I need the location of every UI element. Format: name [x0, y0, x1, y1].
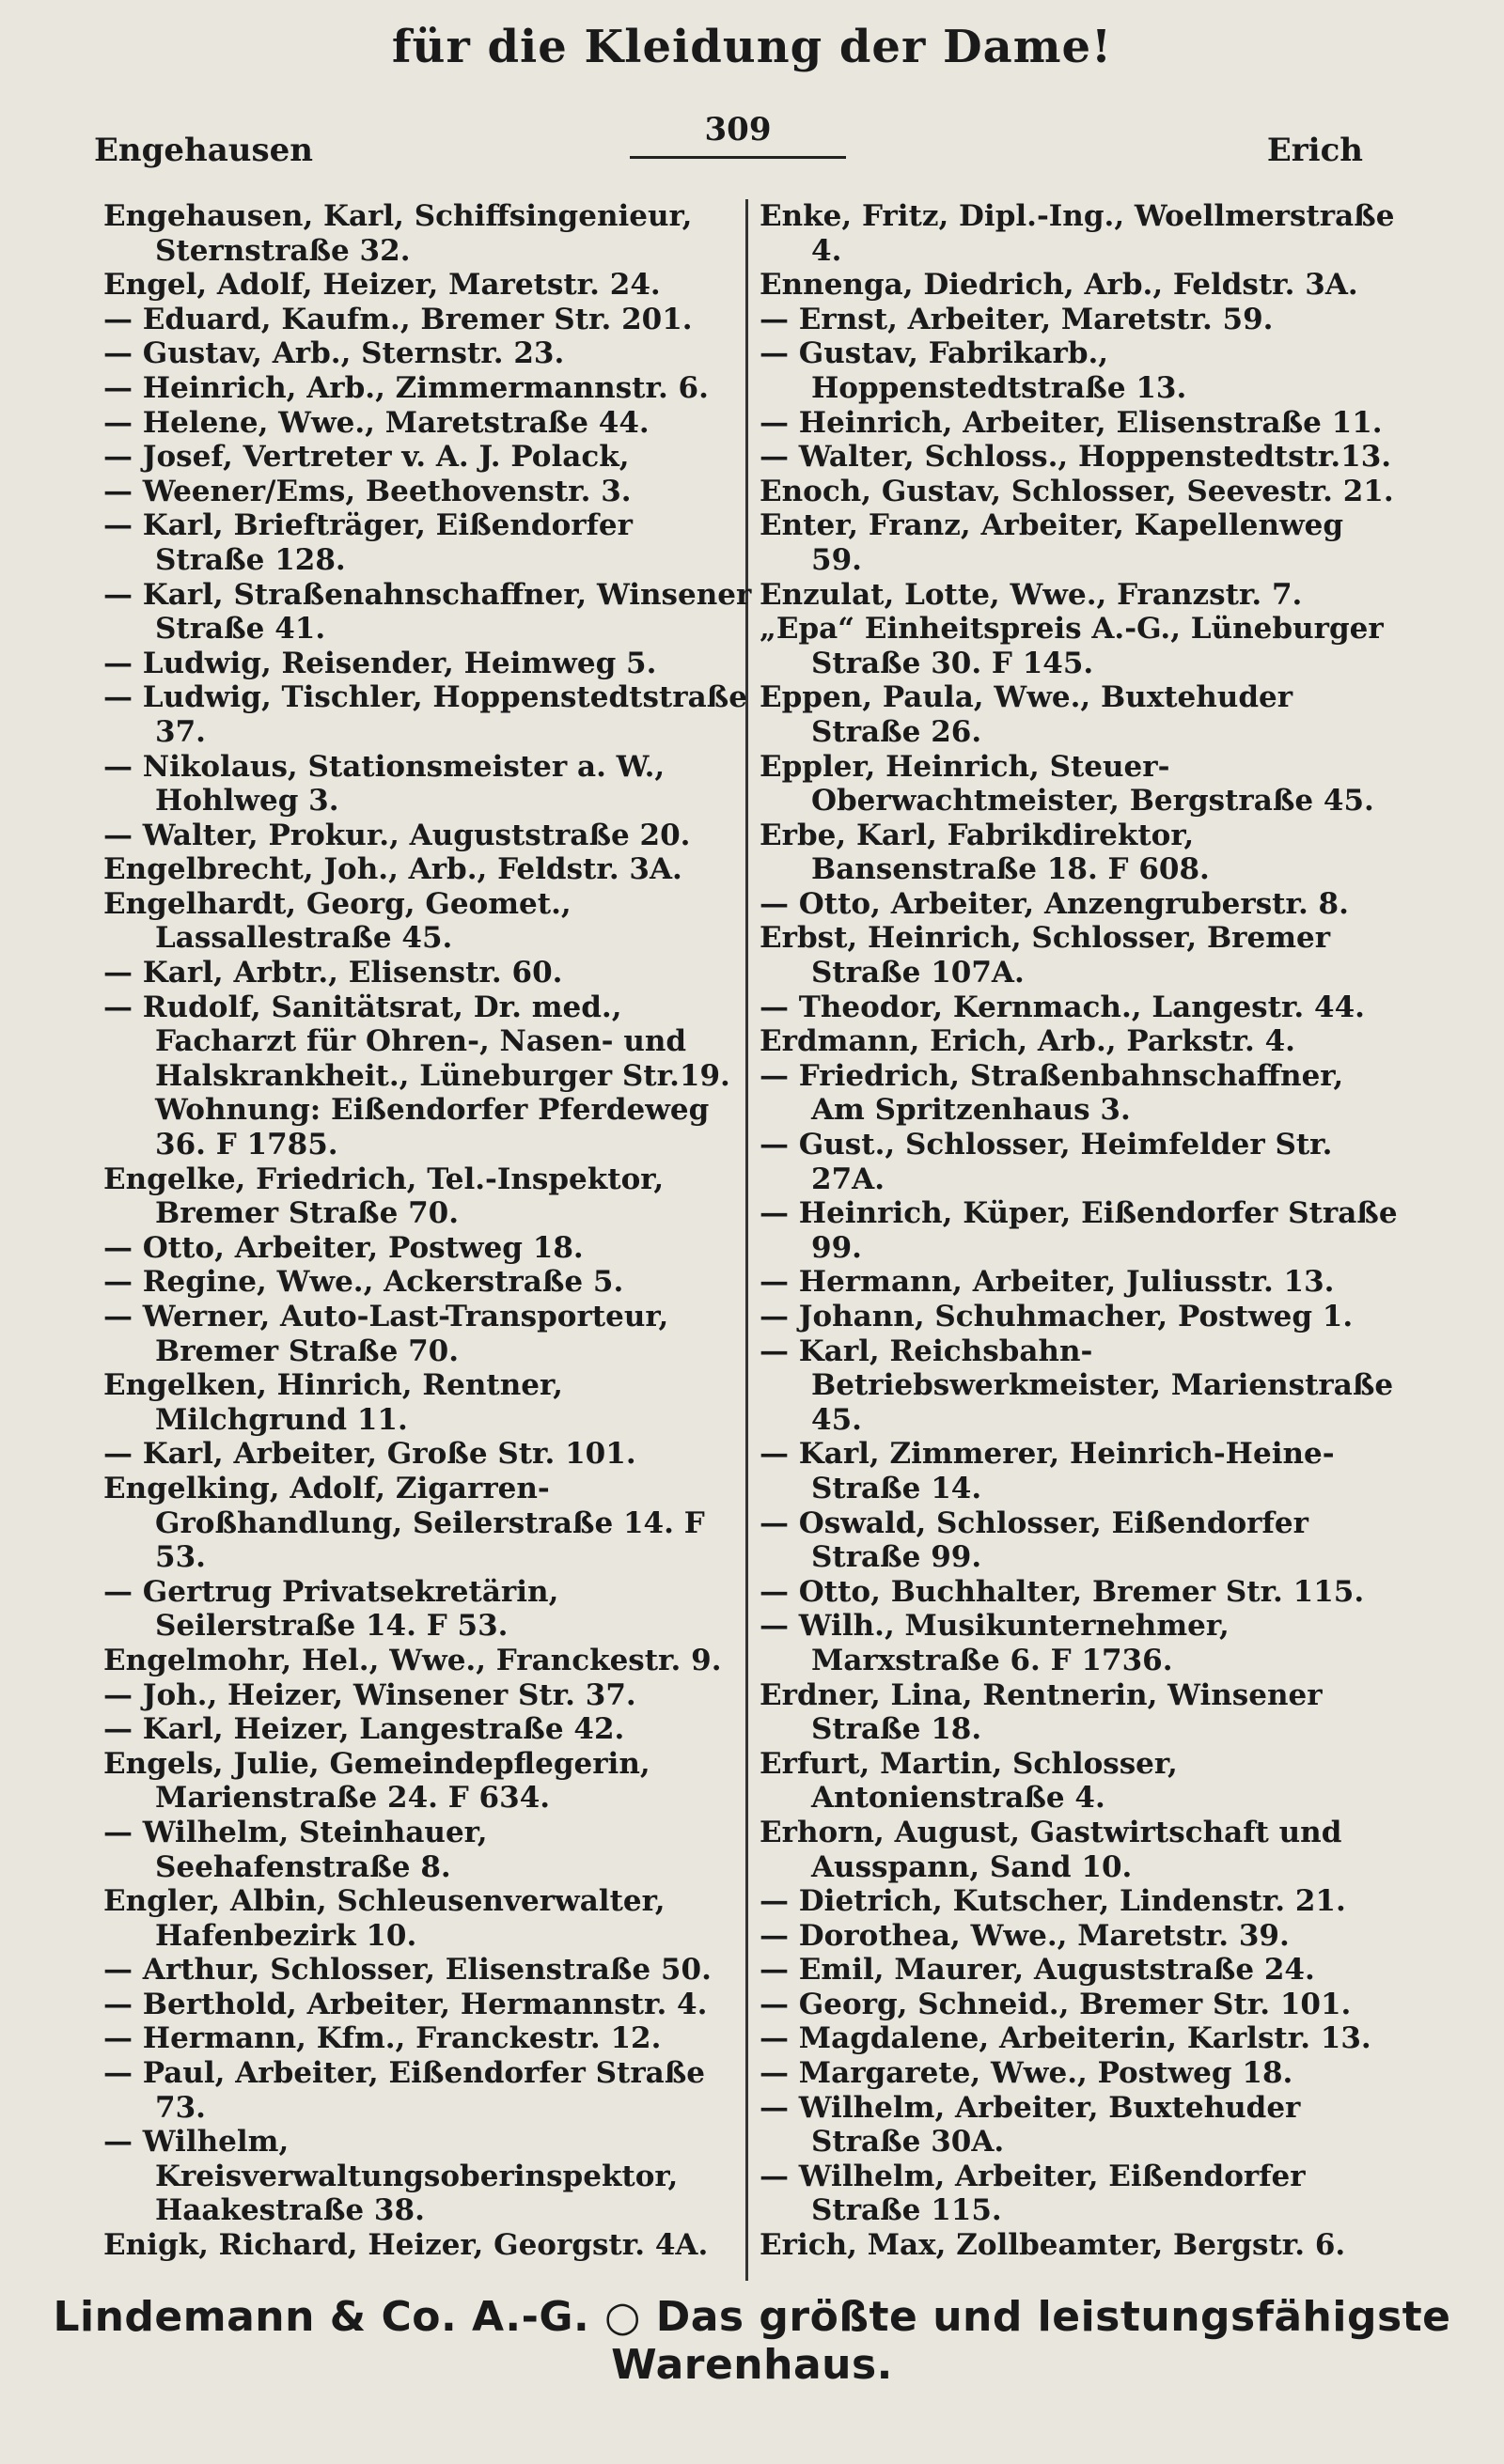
directory-entry: Enzulat, Lotte, Wwe., Franzstr. 7.: [760, 577, 1303, 612]
directory-entry: — Karl, Straßenahnschaffner, Winsener Straße 41.: [103, 577, 752, 647]
directory-entry: — Ludwig, Tischler, Hoppenstedtstraße 37.: [103, 680, 747, 749]
right-column: [760, 199, 1399, 2263]
directory-entry: — Arthur, Schlosser, Elisenstraße 50.: [103, 1953, 712, 1988]
directory-entry: — Magdalene, Arbeiterin, Karlstr. 13.: [760, 2021, 1371, 2056]
directory-entry: — Ernst, Arbeiter, Maretstr. 59.: [760, 302, 1274, 336]
directory-entry: — Gust., Schlosser, Heimfelder Str. 27A.: [760, 1128, 1333, 1196]
directory-entry: — Georg, Schneid., Bremer Str. 101.: [760, 1987, 1352, 2021]
directory-entry: Engehausen, Karl, Schiffsingenieur, Sternstraße 32.: [103, 199, 693, 268]
directory-entry: — Otto, Buchhalter, Bremer Str. 115.: [760, 1574, 1365, 1609]
directory-entry: — Paul, Arbeiter, Eißendorfer Straße 73.: [103, 2056, 706, 2125]
header-left-keyword: Engehausen: [94, 132, 314, 169]
directory-entry: — Nikolaus, Stationsmeister a. W., Hohlweg 3.: [103, 749, 666, 819]
directory-entry: Enoch, Gustav, Schlosser, Seevestr. 21.: [760, 474, 1394, 508]
top-banner: für die Kleidung der Dame!: [391, 21, 1113, 73]
directory-entry: — Dorothea, Wwe., Maretstr. 39.: [760, 1918, 1290, 1953]
directory-entry: Engelke, Friedrich, Tel.-Inspektor, Bremer Straße 70.: [103, 1162, 665, 1231]
directory-entry: — Hermann, Arbeiter, Juliusstr. 13.: [760, 1265, 1335, 1300]
directory-entry: — Weener/Ems, Beethovenstr. 3.: [103, 474, 632, 508]
directory-entry: Engler, Albin, Schleusenverwalter, Hafenbezirk 10.: [103, 1884, 666, 1953]
directory-entry: Erich, Max, Zollbeamter, Bergstr. 6.: [760, 2228, 1346, 2263]
directory-entry: — Joh., Heizer, Winsener Str. 37.: [103, 1677, 636, 1712]
directory-entry: Enigk, Richard, Heizer, Georgstr. 4A.: [103, 2228, 709, 2263]
directory-entry: — Walter, Schloss., Hoppenstedtstr.13.: [760, 440, 1392, 475]
directory-entry: — Friedrich, Straßenbahnschaffner, Am Spritzenhaus 3.: [760, 1058, 1344, 1128]
directory-entry: — Karl, Zimmerer, Heinrich-Heine-Straße 14.: [760, 1437, 1335, 1505]
page-number: 309: [630, 111, 846, 159]
directory-entry: — Heinrich, Küper, Eißendorfer Straße 99.: [760, 1196, 1398, 1265]
directory-entry: Ennenga, Diedrich, Arb., Feldstr. 3A.: [760, 268, 1358, 303]
directory-entry: Engelbrecht, Joh., Arb., Feldstr. 3A.: [103, 852, 682, 887]
directory-entry: Eppen, Paula, Wwe., Buxtehuder Straße 26.: [760, 680, 1293, 749]
directory-entry: — Wilhelm, Kreisverwaltungsoberinspektor, Haakestraße 38.: [103, 2125, 679, 2228]
directory-entry: — Eduard, Kaufm., Bremer Str. 201.: [103, 302, 693, 336]
directory-entry: — Heinrich, Arb., Zimmermannstr. 6.: [103, 370, 709, 405]
directory-entry: — Johann, Schuhmacher, Postweg 1.: [760, 1300, 1354, 1333]
directory-entry: — Gertrug Privatsekretärin, Seilerstraße 14. F 53.: [103, 1574, 559, 1644]
directory-entry: Engel, Adolf, Heizer, Maretstr. 24.: [103, 268, 661, 303]
directory-entry: — Wilhelm, Steinhauer, Seehafenstraße 8.: [103, 1815, 488, 1884]
directory-entry: — Rudolf, Sanitätsrat, Dr. med., Facharzt für Ohren-, Nasen- und Halskrankheit., Lüneburger Str.19. Wohnung: Eißendorfer Pferdeweg 36. F 1785.: [103, 990, 730, 1162]
directory-entry: Eppler, Heinrich, Steuer-Oberwachtmeister, Bergstraße 45.: [760, 749, 1374, 819]
header-right-keyword: Erich: [1266, 132, 1363, 169]
directory-entry: Engelking, Adolf, Zigarren-Großhandlung, Seilerstraße 14. F 53.: [103, 1471, 705, 1575]
directory-entry: — Theodor, Kernmach., Langestr. 44.: [760, 990, 1365, 1024]
directory-entry: — Gustav, Fabrikarb., Hoppenstedtstraße 13.: [760, 336, 1187, 405]
directory-entry: Engelken, Hinrich, Rentner, Milchgrund 11.: [103, 1368, 563, 1437]
directory-entry: — Wilhelm, Arbeiter, Buxtehuder Straße 30A.: [760, 2090, 1301, 2160]
directory-entry: — Otto, Arbeiter, Anzengruberstr. 8.: [760, 886, 1349, 921]
directory-entry: Erdmann, Erich, Arb., Parkstr. 4.: [760, 1024, 1295, 1059]
directory-entry: Erfurt, Martin, Schlosser, Antonienstraße 4.: [760, 1746, 1178, 1816]
directory-entry: — Karl, Reichsbahn-Betriebswerkmeister, Marienstraße 45.: [760, 1333, 1394, 1437]
directory-entry: — Emil, Maurer, Auguststraße 24.: [760, 1953, 1315, 1988]
directory-entry: — Dietrich, Kutscher, Lindenstr. 21.: [760, 1884, 1346, 1919]
directory-entry: Erdner, Lina, Rentnerin, Winsener Straße 18.: [760, 1677, 1323, 1747]
footer-advertisement: Lindemann & Co. A.-G. ○ Das größte und leistungsfähigste Warenhaus.: [53, 2293, 1451, 2389]
directory-entry: Engels, Julie, Gemeindepflegerin, Marienstraße 24. F 634.: [103, 1746, 650, 1816]
directory-entry: — Karl, Arbeiter, Große Str. 101.: [103, 1437, 636, 1472]
directory-entry: — Walter, Prokur., Auguststraße 20.: [103, 818, 691, 852]
directory-entry: „Epa“ Einheitspreis A.-G., Lüneburger Straße 30. F 145.: [760, 612, 1384, 680]
directory-entry: — Josef, Vertreter v. A. J. Polack,: [103, 440, 630, 475]
directory-entry: — Karl, Heizer, Langestraße 42.: [103, 1712, 625, 1747]
directory-entry: — Oswald, Schlosser, Eißendorfer Straße 99.: [760, 1505, 1308, 1575]
directory-entry: Enke, Fritz, Dipl.-Ing., Woellmerstraße 4.: [760, 199, 1395, 268]
directory-entry: Erbe, Karl, Fabrikdirektor, Bansenstraße 18. F 608.: [760, 818, 1210, 887]
directory-entry: Erhorn, August, Gastwirtschaft und Ausspann, Sand 10.: [760, 1815, 1342, 1884]
directory-entry: — Margarete, Wwe., Postweg 18.: [760, 2056, 1293, 2091]
directory-entry: — Regine, Wwe., Ackerstraße 5.: [103, 1265, 624, 1300]
directory-entry: — Wilhelm, Arbeiter, Eißendorfer Straße 115.: [760, 2159, 1306, 2228]
directory-entry: — Gustav, Arb., Sternstr. 23.: [103, 336, 565, 371]
left-column: [103, 199, 752, 2263]
directory-entry: Engelmohr, Hel., Wwe., Franckestr. 9.: [103, 1643, 722, 1677]
directory-entry: Engelhardt, Georg, Geomet., Lassallestraße 45.: [103, 886, 572, 956]
directory-entry: Enter, Franz, Arbeiter, Kapellenweg 59.: [760, 508, 1344, 577]
directory-entry: — Wilh., Musikunternehmer, Marxstraße 6. F 1736.: [760, 1609, 1230, 1677]
directory-entry: — Otto, Arbeiter, Postweg 18.: [103, 1230, 584, 1265]
directory-entry: — Karl, Arbtr., Elisenstr. 60.: [103, 956, 563, 990]
directory-entry: — Karl, Briefträger, Eißendorfer Straße 128.: [103, 508, 633, 577]
directory-entry: Erbst, Heinrich, Schlosser, Bremer Straße 107A.: [760, 921, 1331, 990]
directory-entry: — Hermann, Kfm., Franckestr. 12.: [103, 2021, 662, 2056]
directory-entry: — Berthold, Arbeiter, Hermannstr. 4.: [103, 1987, 708, 2021]
directory-entry: — Heinrich, Arbeiter, Elisenstraße 11.: [760, 405, 1383, 440]
directory-entry: — Werner, Auto-Last-Transporteur, Bremer Straße 70.: [103, 1300, 669, 1368]
directory-entry: — Ludwig, Reisender, Heimweg 5.: [103, 646, 657, 680]
directory-entry: — Helene, Wwe., Maretstraße 44.: [103, 405, 650, 440]
